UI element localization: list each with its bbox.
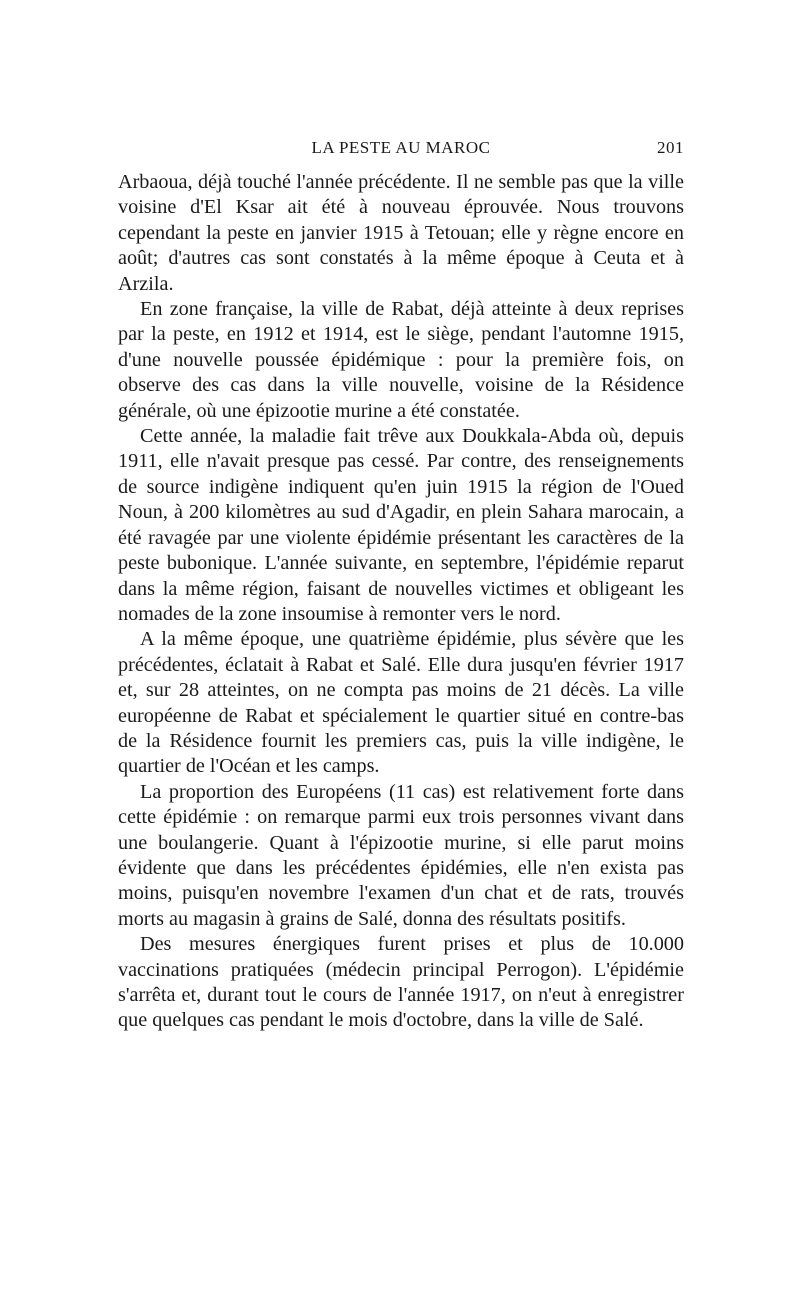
- paragraph: Des mesures énergiques furent prises et plus de 10.000 vaccinations pratiquées (médecin principal Perrogon). L'épidémie s'arrêta et, durant tout le cours de l'année 1917, on n'eut à enregistrer que quelques cas pendant le mois d'octobre, dans la ville de Salé.: [118, 933, 684, 1032]
- running-title: LA PESTE AU MAROC: [311, 138, 491, 157]
- paragraph: En zone française, la ville de Rabat, déjà atteinte à deux reprises par la peste, en 1912 et 1914, est le siège, pendant l'automne 1915, d'une nouvelle poussée épidémique : pour la première fois, on observe des cas dans la ville nouvelle, voisine de la Résidence générale, où une épizootie murine a été constatée.: [118, 298, 684, 422]
- paragraph: Arbaoua, déjà touché l'année précédente. Il ne semble pas que la ville voisine d'El Ksar ait été à nouveau éprouvée. Nous trouvons cependant la peste en janvier 1915 à Tetouan; elle y règne encore en août; d'autres cas sont constatés à la même époque à Ceuta et à Arzila.: [118, 171, 684, 295]
- paragraph: A la même époque, une quatrième épidémie, plus sévère que les précédentes, éclatait à Rabat et Salé. Elle dura jusqu'en février 1917 et, sur 28 atteintes, on ne compta pas moins de 21 décès. La ville européenne de Rabat et spécialement le quartier situé en contre-bas de la Résidence fournit les premiers cas, puis la ville indigène, le quartier de l'Océan et les camps.: [118, 628, 684, 778]
- running-head: [118, 138, 684, 164]
- paragraph: La proportion des Européens (11 cas) est relativement forte dans cette épidémie : on remarque parmi eux trois personnes vivant dans une boulangerie. Quant à l'épizootie murine, si elle parut moins évidente que dans les précédentes épidémies, elle n'en exista pas moins, puisqu'en novembre l'examen d'un chat et de rats, trouvés morts au magasin à grains de Salé, donna des résultats positifs.: [118, 780, 684, 930]
- page-number: 201: [657, 138, 684, 157]
- paragraph: Cette année, la maladie fait trêve aux Doukkala-Abda où, depuis 1911, elle n'avait presque pas cessé. Par contre, des renseignements de source indigène indiquent qu'en juin 1915 la région de l'Oued Noun, à 200 kilomètres au sud d'Agadir, en plein Sahara marocain, a été ravagée par une violente épidémie présentant les caractères de la peste bubonique. L'année suivante, en septembre, l'épidémie reparut dans la même région, faisant de nouvelles victimes et obligeant les nomades de la zone insoumise à remonter vers le nord.: [118, 425, 684, 625]
- body-text: [118, 170, 684, 1034]
